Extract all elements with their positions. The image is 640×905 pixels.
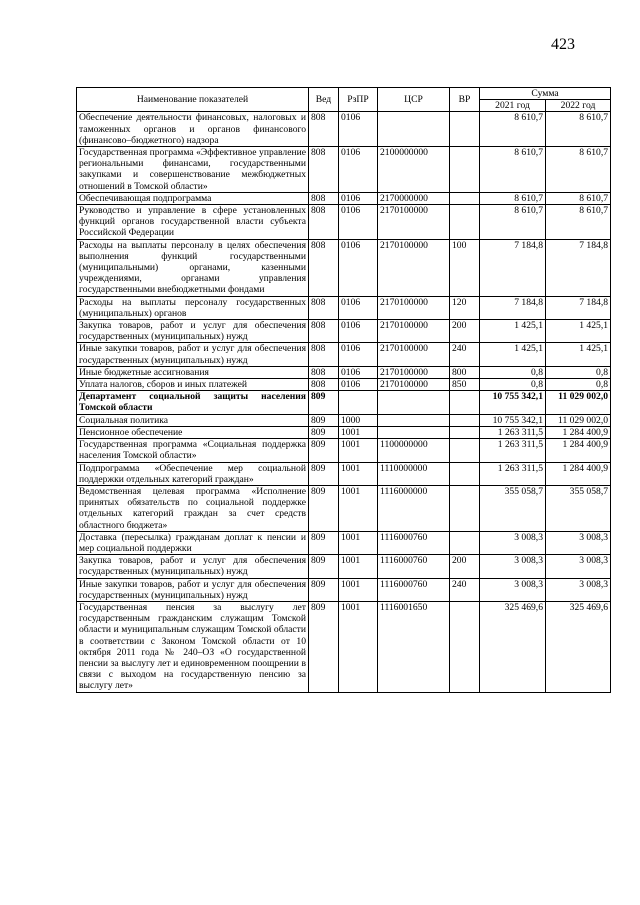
- cell-csr: 1116000760: [378, 578, 450, 601]
- cell-y2022: 3 008,3: [546, 531, 611, 554]
- table-row: [77, 205, 611, 240]
- cell-ved: 809: [309, 439, 339, 462]
- cell-y2022: 8 610,7: [546, 112, 611, 147]
- cell-y2021: 0,8: [480, 379, 546, 391]
- cell-rzpr: 1001: [339, 555, 378, 578]
- cell-ved: 808: [309, 379, 339, 391]
- cell-name: Руководство и управление в сфере установленных функций органов государственной власти субъекта Российской Федерации: [77, 205, 309, 240]
- table-row: [77, 531, 611, 554]
- cell-vr: 120: [450, 296, 480, 319]
- cell-csr: 2170100000: [378, 296, 450, 319]
- cell-csr: [378, 112, 450, 147]
- cell-vr: 850: [450, 379, 480, 391]
- cell-rzpr: 0106: [339, 192, 378, 204]
- table-row: [77, 112, 611, 147]
- cell-csr: 1116000000: [378, 485, 450, 531]
- cell-name: Обеспечение деятельности финансовых, налоговых и таможенных органов и органов финансового (финансово–бюджетного) надзора: [77, 112, 309, 147]
- table-row: [77, 601, 611, 692]
- cell-y2022: 7 184,8: [546, 239, 611, 296]
- cell-csr: 2170100000: [378, 379, 450, 391]
- cell-csr: 2170100000: [378, 343, 450, 366]
- header-rzpr: РзПР: [339, 88, 378, 112]
- cell-csr: 1116000760: [378, 531, 450, 554]
- cell-ved: 808: [309, 296, 339, 319]
- header-vr: ВР: [450, 88, 480, 112]
- table-row: [77, 439, 611, 462]
- cell-csr: 2170100000: [378, 239, 450, 296]
- cell-name: Доставка (пересылка) гражданам доплат к пенсии и мер социальной поддержки: [77, 531, 309, 554]
- table-body: [77, 112, 611, 692]
- cell-rzpr: 1001: [339, 601, 378, 692]
- cell-ved: 809: [309, 578, 339, 601]
- cell-rzpr: 1001: [339, 531, 378, 554]
- budget-table: [76, 87, 611, 693]
- cell-y2022: 8 610,7: [546, 205, 611, 240]
- table-row: [77, 320, 611, 343]
- cell-y2021: 1 263 311,5: [480, 462, 546, 485]
- cell-y2022: 1 284 400,9: [546, 426, 611, 438]
- cell-name: Обеспечивающая подпрограмма: [77, 192, 309, 204]
- cell-vr: [450, 112, 480, 147]
- cell-rzpr: 0106: [339, 147, 378, 193]
- cell-vr: [450, 485, 480, 531]
- cell-csr: [378, 426, 450, 438]
- cell-csr: 1116000760: [378, 555, 450, 578]
- cell-y2022: 3 008,3: [546, 555, 611, 578]
- cell-y2021: 3 008,3: [480, 531, 546, 554]
- cell-csr: 2170100000: [378, 205, 450, 240]
- cell-ved: 809: [309, 414, 339, 426]
- cell-ved: 808: [309, 112, 339, 147]
- cell-y2022: 8 610,7: [546, 192, 611, 204]
- cell-rzpr: 0106: [339, 296, 378, 319]
- cell-name: Ведомственная целевая программа «Исполнение принятых обязательств по социальной поддержке отдельных категорий граждан за счет средств областного бюджета»: [77, 485, 309, 531]
- cell-y2021: 1 263 311,5: [480, 426, 546, 438]
- cell-ved: 809: [309, 601, 339, 692]
- cell-y2022: 1 284 400,9: [546, 439, 611, 462]
- cell-csr: 2170100000: [378, 366, 450, 378]
- cell-vr: 240: [450, 343, 480, 366]
- page-number: 423: [551, 36, 575, 53]
- cell-ved: 809: [309, 426, 339, 438]
- cell-ved: 808: [309, 239, 339, 296]
- cell-name: Государственная программа «Эффективное управление региональными финансами, государственными закупками и совершенствование межбюджетных отношений в Томской области»: [77, 147, 309, 193]
- cell-rzpr: 0106: [339, 366, 378, 378]
- header-ved: Вед: [309, 88, 339, 112]
- cell-name: Расходы на выплаты персоналу в целях обеспечения выполнения функций государственными (муниципальными) органами, казенными учреждениями, органами управления государственными внебюджетными фондами: [77, 239, 309, 296]
- cell-y2022: 11 029 002,0: [546, 414, 611, 426]
- cell-y2022: 3 008,3: [546, 578, 611, 601]
- cell-csr: [378, 391, 450, 414]
- cell-vr: [450, 192, 480, 204]
- cell-csr: 1116001650: [378, 601, 450, 692]
- cell-csr: 1110000000: [378, 462, 450, 485]
- cell-y2021: 7 184,8: [480, 239, 546, 296]
- header-2021: 2021 год: [480, 100, 546, 112]
- table-row: [77, 485, 611, 531]
- cell-y2021: 1 425,1: [480, 320, 546, 343]
- cell-ved: 809: [309, 462, 339, 485]
- cell-vr: [450, 414, 480, 426]
- cell-rzpr: 1001: [339, 485, 378, 531]
- cell-name: Подпрограмма «Обеспечение мер социальной поддержки отдельных категорий граждан»: [77, 462, 309, 485]
- table-row: [77, 239, 611, 296]
- cell-vr: [450, 462, 480, 485]
- cell-name: Уплата налогов, сборов и иных платежей: [77, 379, 309, 391]
- cell-y2021: 8 610,7: [480, 147, 546, 193]
- cell-y2022: 355 058,7: [546, 485, 611, 531]
- cell-ved: 809: [309, 391, 339, 414]
- cell-ved: 809: [309, 531, 339, 554]
- cell-rzpr: 0106: [339, 379, 378, 391]
- table-row: [77, 391, 611, 414]
- cell-vr: [450, 205, 480, 240]
- cell-y2021: 3 008,3: [480, 555, 546, 578]
- cell-rzpr: 0106: [339, 112, 378, 147]
- cell-rzpr: [339, 391, 378, 414]
- cell-name: Социальная политика: [77, 414, 309, 426]
- cell-y2021: 3 008,3: [480, 578, 546, 601]
- cell-y2021: 10 755 342,1: [480, 414, 546, 426]
- cell-vr: [450, 531, 480, 554]
- table-row: [77, 426, 611, 438]
- cell-rzpr: 1001: [339, 462, 378, 485]
- cell-name: Пенсионное обеспечение: [77, 426, 309, 438]
- cell-vr: [450, 439, 480, 462]
- cell-y2022: 1 284 400,9: [546, 462, 611, 485]
- cell-rzpr: 0106: [339, 343, 378, 366]
- cell-y2021: 7 184,8: [480, 296, 546, 319]
- cell-y2021: 0,8: [480, 366, 546, 378]
- cell-y2022: 1 425,1: [546, 343, 611, 366]
- cell-y2022: 8 610,7: [546, 147, 611, 193]
- cell-name: Иные бюджетные ассигнования: [77, 366, 309, 378]
- cell-rzpr: 0106: [339, 239, 378, 296]
- table-row: [77, 296, 611, 319]
- cell-y2022: 325 469,6: [546, 601, 611, 692]
- cell-csr: 2170000000: [378, 192, 450, 204]
- cell-rzpr: 1001: [339, 578, 378, 601]
- cell-csr: 2100000000: [378, 147, 450, 193]
- cell-rzpr: 1001: [339, 439, 378, 462]
- table-row: [77, 379, 611, 391]
- cell-rzpr: 0106: [339, 205, 378, 240]
- cell-ved: 808: [309, 366, 339, 378]
- cell-y2021: 8 610,7: [480, 112, 546, 147]
- cell-vr: [450, 391, 480, 414]
- cell-csr: 2170100000: [378, 320, 450, 343]
- cell-y2022: 0,8: [546, 379, 611, 391]
- cell-ved: 808: [309, 343, 339, 366]
- table-row: [77, 147, 611, 193]
- cell-rzpr: 1000: [339, 414, 378, 426]
- cell-csr: [378, 414, 450, 426]
- cell-vr: 800: [450, 366, 480, 378]
- cell-ved: 808: [309, 147, 339, 193]
- cell-vr: 200: [450, 320, 480, 343]
- cell-vr: 100: [450, 239, 480, 296]
- cell-y2022: 7 184,8: [546, 296, 611, 319]
- header-sum: Сумма: [480, 88, 611, 100]
- table-row: [77, 192, 611, 204]
- cell-rzpr: 0106: [339, 320, 378, 343]
- cell-name: Закупка товаров, работ и услуг для обеспечения государственных (муниципальных) нужд: [77, 555, 309, 578]
- cell-name: Иные закупки товаров, работ и услуг для обеспечения государственных (муниципальных) нужд: [77, 578, 309, 601]
- cell-name: Расходы на выплаты персоналу государственных (муниципальных) органов: [77, 296, 309, 319]
- cell-vr: 200: [450, 555, 480, 578]
- cell-vr: [450, 601, 480, 692]
- cell-vr: [450, 147, 480, 193]
- cell-vr: [450, 426, 480, 438]
- cell-y2021: 325 469,6: [480, 601, 546, 692]
- cell-vr: 240: [450, 578, 480, 601]
- cell-ved: 808: [309, 192, 339, 204]
- cell-y2022: 0,8: [546, 366, 611, 378]
- cell-ved: 808: [309, 205, 339, 240]
- table-row: [77, 462, 611, 485]
- table-row: [77, 414, 611, 426]
- cell-name: Департамент социальной защиты населения Томской области: [77, 391, 309, 414]
- cell-name: Иные закупки товаров, работ и услуг для обеспечения государственных (муниципальных) нужд: [77, 343, 309, 366]
- cell-y2021: 8 610,7: [480, 192, 546, 204]
- cell-ved: 809: [309, 555, 339, 578]
- table-row: [77, 366, 611, 378]
- table-row: [77, 578, 611, 601]
- cell-y2021: 355 058,7: [480, 485, 546, 531]
- header-2022: 2022 год: [546, 100, 611, 112]
- cell-name: Государственная программа «Социальная поддержка населения Томской области»: [77, 439, 309, 462]
- header-csr: ЦСР: [378, 88, 450, 112]
- cell-y2022: 1 425,1: [546, 320, 611, 343]
- table-row: [77, 555, 611, 578]
- cell-y2022: 11 029 002,0: [546, 391, 611, 414]
- cell-y2021: 1 263 311,5: [480, 439, 546, 462]
- cell-name: Государственная пенсия за выслугу лет государственным гражданским служащим Томской области и муниципальным служащим Томской области в соответствии с Законом Томской области от 10 октября 2011 года № 240–ОЗ «О государственной пенсии за выслугу лет и единовременном поощрении в связи с выходом на государственную пенсию за выслугу лет»: [77, 601, 309, 692]
- cell-name: Закупка товаров, работ и услуг для обеспечения государственных (муниципальных) нужд: [77, 320, 309, 343]
- cell-csr: 1100000000: [378, 439, 450, 462]
- cell-y2021: 1 425,1: [480, 343, 546, 366]
- header-name: Наименование показателей: [77, 88, 309, 112]
- table-row: [77, 343, 611, 366]
- cell-ved: 808: [309, 320, 339, 343]
- cell-ved: 809: [309, 485, 339, 531]
- cell-y2021: 8 610,7: [480, 205, 546, 240]
- cell-y2021: 10 755 342,1: [480, 391, 546, 414]
- cell-rzpr: 1001: [339, 426, 378, 438]
